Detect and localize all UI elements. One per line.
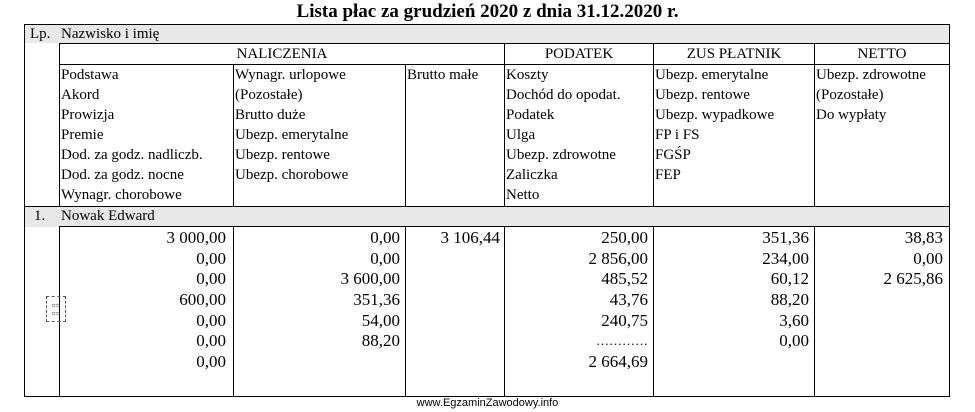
value-cell: 60,12 [770, 269, 809, 289]
column-label: FGŚP [655, 147, 691, 163]
divider [653, 43, 654, 206]
column-label: FEP [655, 167, 681, 183]
value-cell: 0,00 [196, 248, 226, 268]
column-label: Wynagr. chorobowe [61, 187, 182, 203]
divider [25, 206, 949, 207]
values-col-3 [407, 228, 500, 249]
value-cell: 88,20 [770, 290, 809, 310]
value-cell: 3 600,00 [340, 269, 400, 289]
value-cell: 2 856,00 [588, 248, 648, 268]
labels-col-2 [235, 65, 348, 185]
divider [405, 226, 406, 396]
value-cell: 0,00 [779, 331, 809, 351]
value-cell: 240,75 [601, 310, 648, 330]
header-shade [25, 25, 949, 43]
value-cell: ………… [596, 333, 648, 349]
divider [233, 64, 234, 206]
value-cell: 2 664,69 [588, 352, 648, 372]
value-cell: 600,00 [179, 290, 226, 310]
section-podatek: PODATEK [544, 46, 614, 62]
column-label: (Pozostałe) [816, 87, 884, 103]
values-col-2 [235, 228, 400, 352]
value-cell: 43,76 [609, 290, 648, 310]
column-label: Dochód do opodat. [506, 87, 621, 103]
value-cell: 3 000,00 [166, 228, 226, 247]
labels-col-6 [816, 65, 926, 125]
value-cell: 0,00 [196, 352, 226, 372]
value-cell: 0,00 [196, 331, 226, 351]
page-title: Lista płac za grudzień 2020 z dnia 31.12.2020 r. [296, 1, 679, 22]
column-label: Prowizja [61, 107, 115, 123]
column-label: Ubezp. rentowe [655, 87, 750, 103]
divider [504, 43, 505, 206]
value-cell: 3 106,44 [440, 228, 500, 247]
divider [233, 226, 234, 396]
column-label: Ubezp. wypadkowe [655, 107, 775, 123]
divider [405, 64, 406, 206]
value-cell: 351,36 [353, 290, 400, 310]
divider [653, 226, 654, 396]
value-cell: 88,20 [361, 331, 400, 351]
labels-col-5 [655, 65, 774, 185]
column-label: Ulga [506, 127, 536, 143]
value-cell: 2 625,86 [883, 269, 943, 289]
column-label: FP i FS [655, 127, 700, 143]
divider [504, 226, 505, 396]
employee-name: Nowak Edward [61, 208, 155, 224]
value-cell: 351,36 [762, 228, 809, 247]
column-label: Ubezp. chorobowe [235, 167, 349, 183]
name-header: Nazwisko i imię [61, 26, 160, 42]
value-cell: 0,00 [370, 228, 400, 247]
column-label: Premie [61, 127, 104, 143]
labels-col-1 [61, 65, 203, 205]
employee-shade [25, 207, 949, 227]
column-label: Akord [61, 87, 100, 103]
column-label: Ubezp. zdrowotne [816, 67, 926, 83]
column-label: Do wypłaty [816, 107, 887, 123]
column-label: Dod. za godz. nocne [61, 167, 184, 183]
watermark: www.EgzaminZawodowy.info [416, 397, 559, 409]
column-label: Zaliczka [506, 167, 558, 183]
divider [814, 43, 815, 206]
values-col-4 [506, 228, 648, 373]
column-label: Brutto duże [235, 107, 306, 123]
column-label: Netto [506, 187, 540, 203]
value-cell: 0,00 [196, 310, 226, 330]
section-netto: NETTO [857, 46, 907, 62]
column-label: Ubezp. rentowe [235, 147, 330, 163]
column-label: Brutto małe [407, 67, 479, 83]
divider [59, 43, 60, 206]
value-cell: 0,00 [370, 248, 400, 268]
column-label: Koszty [506, 67, 549, 83]
labels-col-3 [407, 65, 478, 85]
column-label: Podatek [506, 107, 555, 123]
value-cell: 0,00 [196, 269, 226, 289]
column-label: Ubezp. zdrowotne [506, 147, 616, 163]
section-naliczenia: NALICZENIA [236, 46, 328, 62]
value-cell: 3,60 [779, 310, 809, 330]
values-col-1 [61, 228, 226, 373]
employee-lp: 1. [34, 208, 46, 224]
value-cell: 0,00 [913, 248, 943, 268]
section-zus: ZUS PŁATNIK [686, 46, 782, 62]
column-label: Podstawa [61, 67, 119, 83]
values-col-6 [816, 228, 943, 290]
value-cell: 485,52 [601, 269, 648, 289]
column-label: Ubezp. emerytalne [655, 67, 769, 83]
broken-image-icon: ▫▫ ▫▫ [46, 296, 66, 322]
payroll-table [24, 24, 950, 397]
column-label: (Pozostałe) [235, 87, 303, 103]
lp-header: Lp. [30, 26, 51, 42]
divider [814, 226, 815, 396]
value-cell: 234,00 [762, 248, 809, 268]
value-cell: 38,83 [904, 228, 943, 247]
value-cell: 54,00 [361, 310, 400, 330]
column-label: Ubezp. emerytalne [235, 127, 349, 143]
value-cell: 250,00 [601, 228, 648, 247]
column-label: Wynagr. urlopowe [235, 67, 346, 83]
column-label: Dod. za godz. nadliczb. [61, 147, 203, 163]
labels-col-4 [506, 65, 621, 205]
values-col-5 [655, 228, 809, 352]
